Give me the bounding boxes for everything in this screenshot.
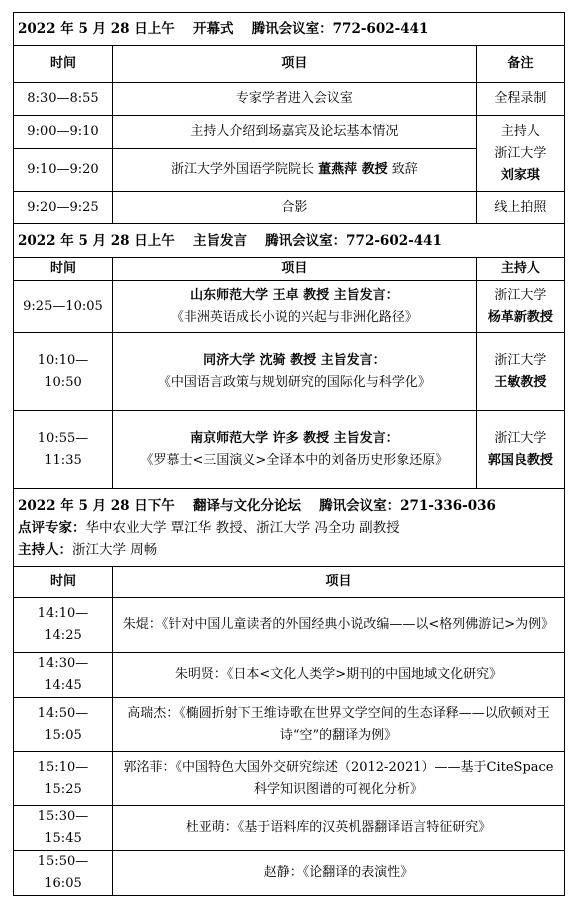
- item-cell: [113, 149, 477, 192]
- table-row: [14, 752, 565, 806]
- header-time: 时间: [14, 567, 113, 598]
- header-note: 备注: [476, 46, 564, 83]
- time-cell: 14:30—14:45: [14, 653, 113, 698]
- header-item: 项目: [113, 46, 477, 83]
- item-cell: [113, 411, 477, 489]
- table-row: [14, 851, 565, 896]
- schedule-table: [13, 12, 565, 896]
- host-note-label: 主持人: [500, 123, 540, 139]
- note-cell: 全程录制: [476, 83, 564, 116]
- section-header-keynote: [14, 224, 565, 258]
- table-row: [14, 698, 565, 752]
- item-cell: 郭洺菲：《中国特色大国外交研究综述（2012-2021）——基于CiteSpace 科学知识图谱的可视化分析》: [113, 752, 565, 806]
- host-cell: [476, 333, 564, 411]
- host-note-org: 浙江大学: [494, 145, 547, 161]
- header-time: 时间: [14, 46, 113, 83]
- time-cell: 10:10—10:50: [14, 333, 113, 411]
- header-item: 项目: [113, 258, 477, 281]
- item-cell: [113, 281, 477, 333]
- table-header-row: [14, 258, 565, 281]
- reviewer-label: 点评专家：: [18, 519, 86, 536]
- keynote-topic: 《罗慕士<三国演义>全译本中的刘备历史形象还原》: [140, 452, 449, 468]
- host-name: 王敏教授: [494, 374, 547, 390]
- host-cell: [476, 281, 564, 333]
- item-cell: 主持人介绍到场嘉宾及论坛基本情况: [113, 116, 477, 149]
- note-cell: 线上拍照: [476, 192, 564, 224]
- time-cell: 15:10—15:25: [14, 752, 113, 806]
- item-cell: 朱明贤：《日本<文化人类学>期刊的中国地域文化研究》: [113, 653, 565, 698]
- host-cell: [476, 411, 564, 489]
- table-row: [14, 83, 565, 116]
- time-cell: 15:50—16:05: [14, 851, 113, 896]
- keynote-speaker: 同济大学 沈骑 教授 主旨发言：: [203, 352, 386, 368]
- schedule-document: [13, 12, 565, 896]
- table-row: [14, 411, 565, 489]
- time-cell: 15:30—15:45: [14, 806, 113, 851]
- table-row: [14, 192, 565, 224]
- section-header-translation-forum: [14, 489, 565, 567]
- section-header-opening: [14, 13, 565, 46]
- section-title: 2022 年 5 月 28 日下午 翻译与文化分论坛 腾讯会议室：271-336-036: [18, 497, 496, 514]
- host-org: 浙江大学: [494, 430, 547, 446]
- time-cell: 9:00—9:10: [14, 116, 113, 149]
- section-title: 2022 年 5 月 28 日上午 开幕式 腾讯会议室：772-602-441: [14, 13, 565, 46]
- item-cell: 专家学者进入会议室: [113, 83, 477, 116]
- table-row: [14, 333, 565, 411]
- host-line: [18, 539, 560, 561]
- item-cell: 朱焜：《针对中国儿童读者的外国经典小说改编——以<格列佛游记>为例》: [113, 598, 565, 653]
- item-cell: 合影: [113, 192, 477, 224]
- speaker-name: 董燕萍 教授: [318, 162, 388, 177]
- host-value: 浙江大学 周畅: [72, 541, 158, 558]
- item-cell: 高瑞杰：《椭圆折射下王维诗歌在世界文学空间的生态译释——以欣顿对王诗“空”的翻译为例》: [113, 698, 565, 752]
- table-row: [14, 806, 565, 851]
- table-header-row: [14, 567, 565, 598]
- item-cell: 杜亚萌：《基于语料库的汉英机器翻译语言特征研究》: [113, 806, 565, 851]
- host-name: 郭国良教授: [487, 452, 553, 468]
- keynote-topic: 《中国语言政策与规划研究的国际化与科学化》: [157, 374, 431, 390]
- section-info: [14, 489, 565, 567]
- item-cell: 赵静：《论翻译的表演性》: [113, 851, 565, 896]
- reviewer-line: [18, 517, 560, 539]
- time-cell: 14:50—15:05: [14, 698, 113, 752]
- table-row: [14, 281, 565, 333]
- time-cell: 9:25—10:05: [14, 281, 113, 333]
- section-title: 2022 年 5 月 28 日上午 主旨发言 腾讯会议室：772-602-441: [14, 224, 565, 258]
- time-cell: 14:10—14:25: [14, 598, 113, 653]
- time-cell: 8:30—8:55: [14, 83, 113, 116]
- header-time: 时间: [14, 258, 113, 281]
- time-cell: 9:10—9:20: [14, 149, 113, 192]
- keynote-speaker: 南京师范大学 许多 教授 主旨发言：: [190, 430, 399, 446]
- header-host: 主持人: [476, 258, 564, 281]
- table-row: [14, 116, 565, 149]
- host-note-cell: [476, 116, 564, 192]
- host-org: 浙江大学: [494, 287, 547, 303]
- table-header-row: [14, 46, 565, 83]
- table-row: [14, 653, 565, 698]
- keynote-topic: 《非洲英语成长小说的兴起与非洲化路径》: [170, 309, 418, 325]
- host-label: 主持人：: [18, 541, 72, 558]
- time-cell: 10:55—11:35: [14, 411, 113, 489]
- host-org: 浙江大学: [494, 352, 547, 368]
- host-name: 杨革新教授: [487, 309, 553, 325]
- reviewer-value: 华中农业大学 覃江华 教授、浙江大学 冯全功 副教授: [85, 519, 400, 536]
- keynote-speaker: 山东师范大学 王卓 教授 主旨发言：: [190, 287, 399, 303]
- item-text: 致辞: [387, 162, 418, 177]
- host-note-name: 刘家琪: [500, 167, 540, 183]
- item-text: 浙江大学外国语学院院长: [170, 162, 319, 177]
- time-cell: 9:20—9:25: [14, 192, 113, 224]
- item-cell: [113, 333, 477, 411]
- header-item: 项目: [113, 567, 565, 598]
- table-row: [14, 598, 565, 653]
